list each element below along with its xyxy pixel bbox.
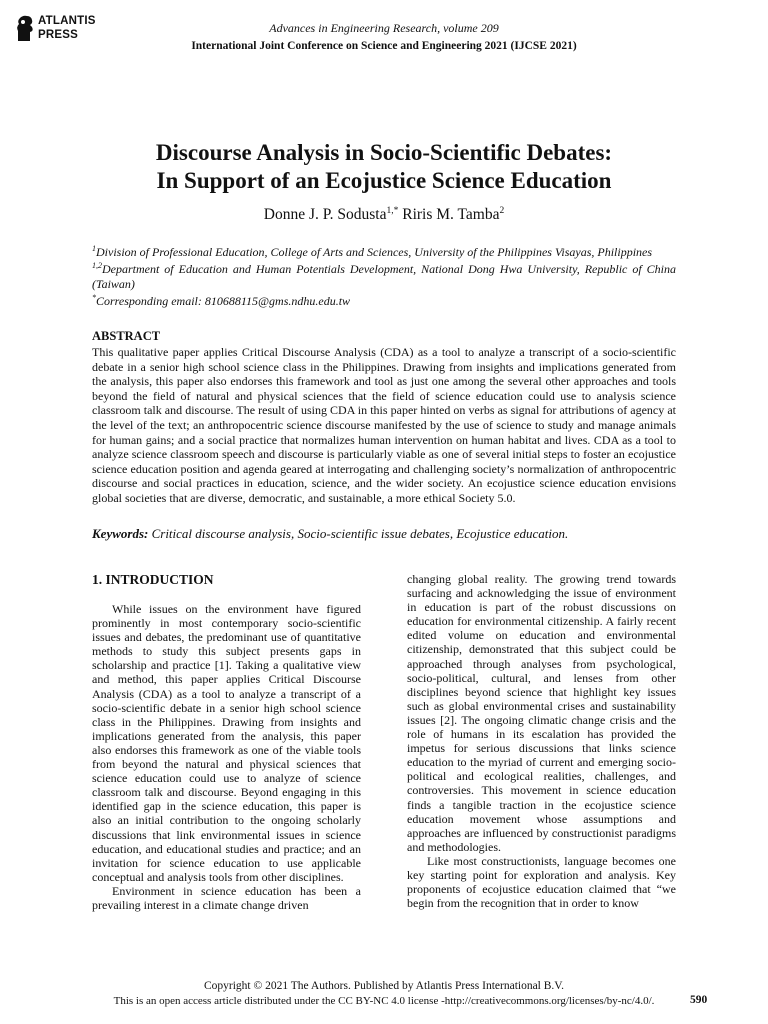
title-line-2: In Support of an Ecojustice Science Education: [156, 168, 612, 193]
abstract-text: This qualitative paper applies Critical Discourse Analysis (CDA) as a tool to analyze a transcript of a socio-scientific debate in a senior high school science class in the Philippines. Drawing from insights and implications generated from the analysis, this paper also endorses this framework and tool as just one among the several other approaches and tools beyond the field of natural and physical sciences that the field of science education could use to analysis science classroom talk and discourse. The result of using CDA in this paper hinted on verbs as signal for attributions of agency at the level of the text; an anthropocentric science discourse manifested by the use of science to study and manage animals for human gains; and a social practice that normalizes human intervention on human habitat and lives. CDA as a tool to analyze science classroom speech and discourse is particularly viable as one of several initial steps to foster an ecojustice science education position and agenda geared at interrogating and challenging society’s normalization of anthropocentric discourse and social practices in education, science, and the wider society. An ecojustice science education envisions global societies that are diverse, democratic, and sustainable, a more ethical Society 5.0.: [92, 345, 676, 505]
paragraph: changing global reality. The growing trend towards surfacing and acknowledging the issue of environment in education is part of the robust discussions on education for environmental citizenship. A fairly recent edited volume on education and environmental citizenship, demonstrated that this subject could be approached through analyses from psychological, socio-political, cultural, and lenses from other disciplines beyond science that highlight key issues such as global environmental crises and sustainability issues [2]. The ongoing climatic change crisis and the role of humans in its escalation has provided the impetus for serious discussions that links science education to the myriad of current and emerging socio-political and ecological realities, challenges, and controversies. This movement in science education finds a tangible traction in the ecojustice science education movement whose assumptions and approaches are influenced by constructionist paradigms and methodologies.: [407, 572, 676, 854]
page-number: 590: [690, 994, 708, 1006]
keywords-label: Keywords:: [92, 526, 149, 541]
affiliation-marker: *: [92, 293, 96, 303]
keywords: [92, 526, 676, 542]
conference-header: International Joint Conference on Science and Engineering 2021 (IJCSE 2021): [191, 40, 577, 52]
affiliation-text: Department of Education and Human Potentials Development, National Dong Hwa University, Republic of China (Taiwan): [92, 262, 676, 291]
author-list: [0, 206, 768, 224]
affiliation-text: Corresponding email: 810688115@gms.ndhu.edu.tw: [96, 294, 351, 309]
affiliation-marker: 1: [92, 244, 96, 253]
body-column-right: [407, 572, 676, 910]
paragraph: Environment in science education has been a prevailing interest in a climate change driven: [92, 883, 361, 912]
affiliations: [92, 242, 676, 309]
affiliation: [92, 259, 676, 291]
publisher-name-line2: PRESS: [38, 29, 78, 41]
series-header: Advances in Engineering Research, volume 209: [269, 21, 499, 35]
title-line-1: Discourse Analysis in Socio-Scientific Debates:: [155, 140, 613, 165]
section-heading: 1. INTRODUCTION: [92, 572, 214, 587]
paper-title: [0, 139, 768, 195]
keywords-text: Critical discourse analysis, Socio-scientific issue debates, Ecojustice education.: [151, 526, 569, 541]
author-2: Riris M. Tamba: [402, 206, 500, 224]
affiliation-marker: 1,2: [92, 261, 102, 271]
license-notice: This is an open access article distributed under the CC BY-NC 4.0 license -http://creativecommons.org/licenses/by-nc/4.0/.: [113, 995, 655, 1007]
author-1-affil: 1,*: [386, 206, 399, 216]
affiliation-text: Division of Professional Education, College of Arts and Sciences, University of the Philippines Visayas, Philippines: [96, 245, 653, 259]
author-1: Donne J. P. Sodusta: [263, 206, 387, 224]
author-2-affil: 2: [499, 206, 505, 216]
affiliation: [92, 291, 676, 308]
affiliation: [92, 242, 676, 259]
copyright-notice: Copyright © 2021 The Authors. Published by Atlantis Press International B.V.: [203, 980, 564, 992]
body-column-left: [92, 602, 361, 912]
publisher-name-line1: ATLANTIS: [38, 15, 96, 27]
paragraph: Like most constructionists, language becomes one key starting point for exploration and analysis. Key proponents of ecojustice education claimed that “we begin from the recognition that in order to know: [407, 853, 676, 911]
abstract-heading: ABSTRACT: [92, 329, 161, 343]
paragraph: While issues on the environment have figured prominently in most contemporary socio-scientific issues and debates, the predominant use of quantitative methods to study this subject presents gaps in scholarship and practice [1]. Taking a qualitative view and method, this paper applies Critical Discourse Analysis (CDA) as a tool to analyze a transcript of a socio-scientific debate in a senior high school science class in the Philippines. Drawing from insights and implications generated from the analysis, this paper also endorses this framework as one of the viable tools from beyond the natural and physical sciences that science education could use to analyze of science classroom talk and discourse. Beyond engaging in this identified gap in the science education, this paper is also an initial contribution to the ongoing scholarly discussions that link environmental issues in science education, and educational studies and practice; and an invitation for science education to use applicable conceptual and analysis tools from other disciplines.: [92, 602, 361, 884]
